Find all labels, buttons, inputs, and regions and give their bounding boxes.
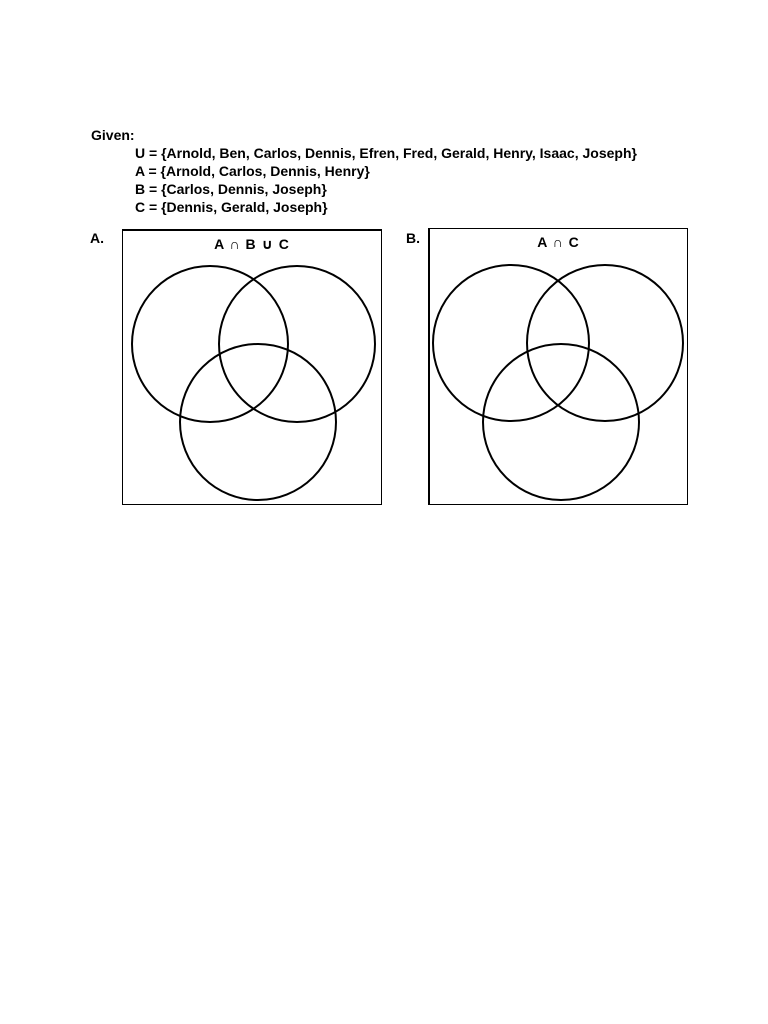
venn-a-expression: A ∩ B ∪ C — [214, 236, 290, 252]
venn-diagram-a — [122, 229, 382, 505]
venn-b-circle-a — [433, 265, 589, 421]
set-b: B = {Carlos, Dennis, Joseph} — [135, 181, 327, 197]
venn-a-circles — [123, 231, 381, 504]
problem-b-label: B. — [406, 230, 420, 246]
given-heading: Given: — [91, 127, 135, 143]
venn-b-circle-c — [483, 344, 639, 500]
set-a: A = {Arnold, Carlos, Dennis, Henry} — [135, 163, 370, 179]
universal-set: U = {Arnold, Ben, Carlos, Dennis, Efren, Fred, Gerald, Henry, Isaac, Joseph} — [135, 145, 637, 161]
venn-a-circle-b — [219, 266, 375, 422]
given-section — [91, 126, 637, 216]
venn-b-circle-b — [527, 265, 683, 421]
venn-b-expression: A ∩ C — [537, 234, 580, 250]
set-c: C = {Dennis, Gerald, Joseph} — [135, 199, 328, 215]
problem-a-label: A. — [90, 230, 104, 246]
venn-b-circles — [430, 229, 688, 504]
venn-diagram-b — [428, 228, 688, 505]
